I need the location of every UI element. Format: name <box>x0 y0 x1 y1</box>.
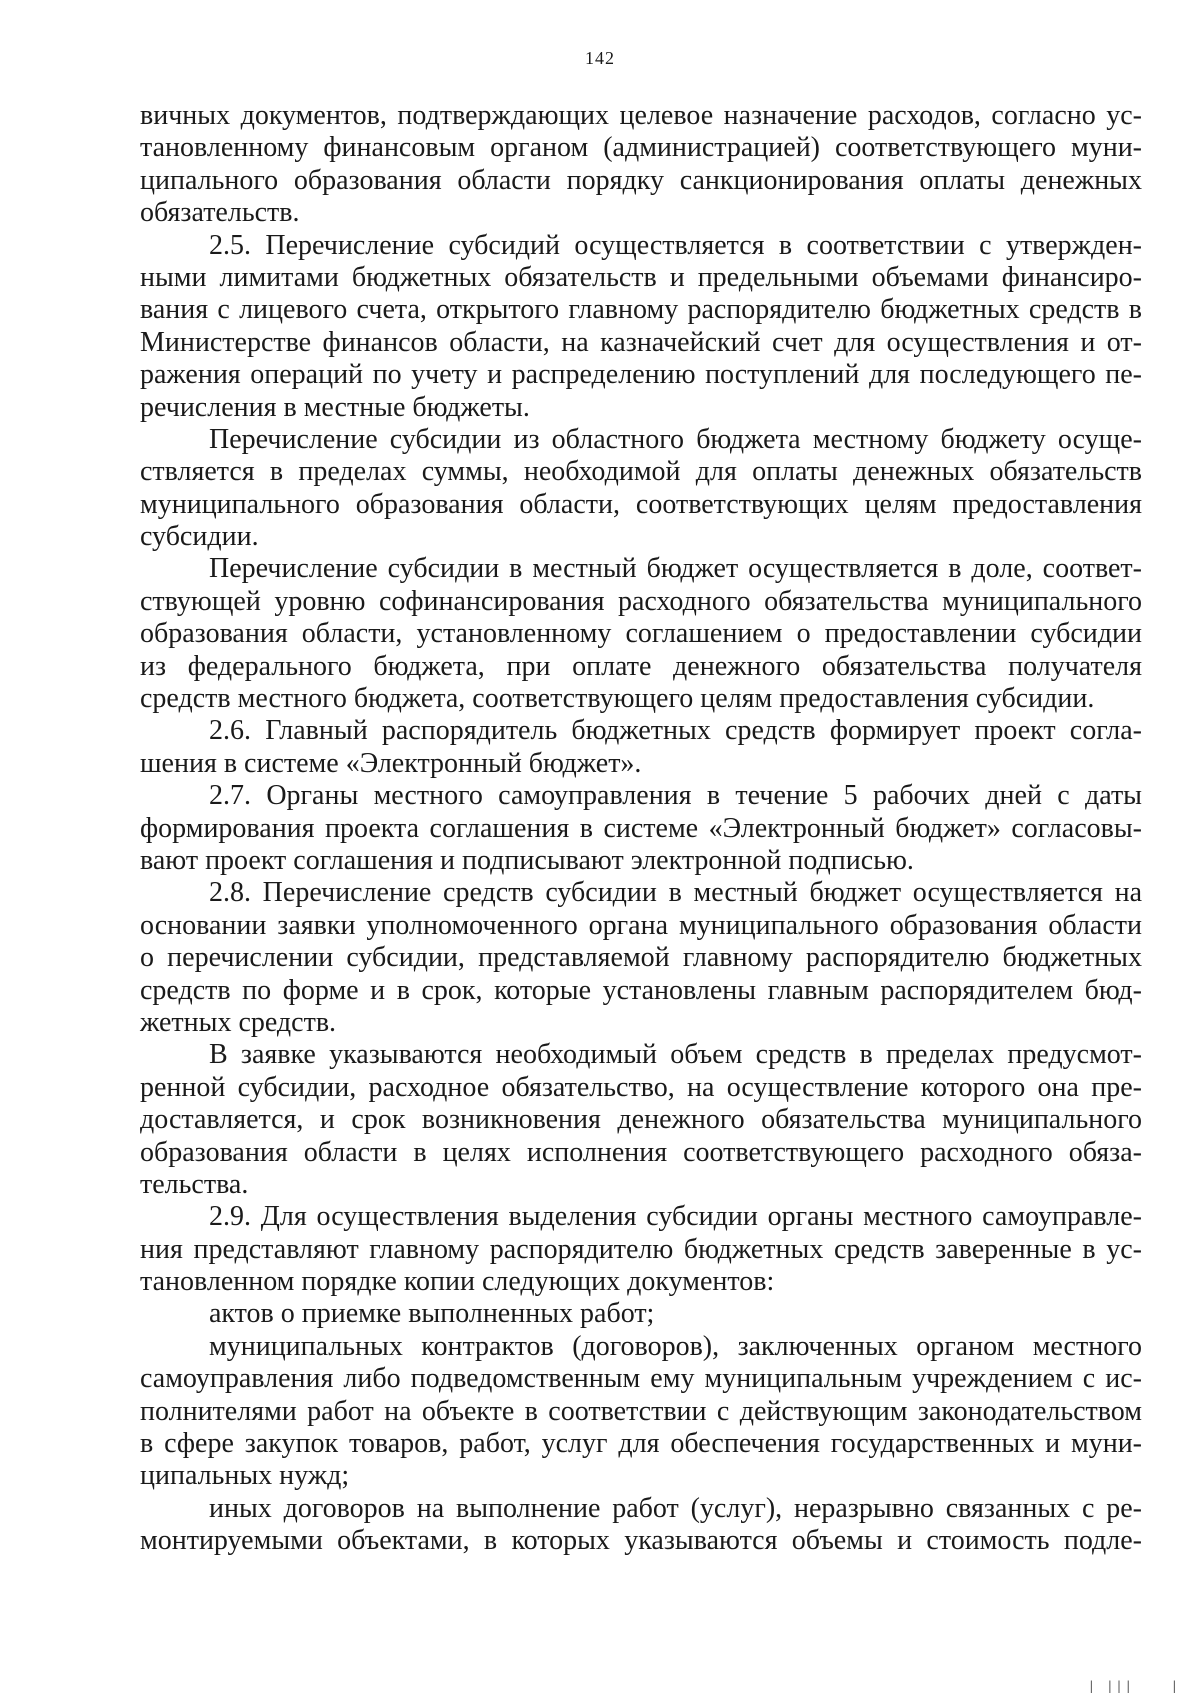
text-line: средств по форме и в срок, которые установлены главным распорядителем бюд- <box>140 974 1142 1006</box>
text-line: ствляется в пределах суммы, необходимой для оплаты денежных обязательств <box>140 456 1142 488</box>
text-line: основании заявки уполномоченного органа муниципального образования области <box>140 909 1142 941</box>
text-line: 2.6. Главный распорядитель бюджетных средств формирует проект согла- <box>209 715 1142 747</box>
text-line: Перечисление субсидии в местный бюджет осуществляется в доле, соответ- <box>209 553 1142 585</box>
text-line: В заявке указываются необходимый объем средств в пределах предусмот- <box>209 1039 1142 1071</box>
text-line: в сфере закупок товаров, работ, услуг для обеспечения государственных и муни- <box>140 1428 1142 1460</box>
text-line: субсидии. <box>140 521 259 553</box>
text-line: актов о приемке выполненных работ; <box>209 1298 655 1330</box>
text-line: вичных документов, подтверждающих целевое назначение расходов, согласно ус- <box>140 100 1142 131</box>
text-line: монтируемыми объектами, в которых указываются объемы и стоимость подле- <box>140 1525 1142 1557</box>
text-line: тановленном порядке копии следующих документов: <box>140 1266 775 1298</box>
text-line: о перечислении субсидии, представляемой главному распорядителю бюджетных <box>140 942 1142 974</box>
text-line: ренной субсидии, расходное обязательство, на осуществление которого она пре- <box>140 1071 1142 1103</box>
text-line: 2.8. Перечисление средств субсидии в местный бюджет осуществляется на <box>209 877 1142 909</box>
text-line: вают проект соглашения и подписывают электронной подписью. <box>140 844 914 876</box>
text-line: средств местного бюджета, соответствующего целям предоставления субсидии. <box>140 683 1095 715</box>
text-line: Министерстве финансов области, на казначейский счет для осуществления и от- <box>140 326 1142 358</box>
text-line: 2.7. Органы местного самоуправления в течение 5 рабочих дней с даты <box>209 780 1142 812</box>
text-line: Перечисление субсидии из областного бюджета местному бюджету осуще- <box>209 423 1142 455</box>
text-line: доставляется, и срок возникновения денежного обязательства муниципального <box>140 1104 1142 1136</box>
text-line: образования области, установленному соглашением о предоставлении субсидии <box>140 618 1142 650</box>
text-line: вания с лицевого счета, открытого главному распорядителю бюджетных средств в <box>140 294 1142 326</box>
text-line: 2.5. Перечисление субсидий осуществляется в соответствии с утвержден- <box>209 229 1142 261</box>
page-number: 142 <box>585 48 615 68</box>
text-line: формирования проекта соглашения в системе «Электронный бюджет» согласовы- <box>140 812 1142 844</box>
scan-marks: | ||| | <box>1087 1679 1180 1693</box>
text-line: обязательств. <box>140 197 300 229</box>
text-line: шения в системе «Электронный бюджет». <box>140 747 642 779</box>
document-body <box>140 100 1142 1558</box>
text-line: муниципальных контрактов (договоров), заключенных органом местного <box>209 1330 1142 1362</box>
text-line: тановленному финансовым органом (администрацией) соответствующего муни- <box>140 132 1142 164</box>
text-line: тельства. <box>140 1168 249 1200</box>
text-line: 2.9. Для осуществления выделения субсидии органы местного самоуправле- <box>209 1201 1142 1233</box>
text-line: иных договоров на выполнение работ (услуг), неразрывно связанных с ре- <box>209 1492 1142 1524</box>
text-line: ными лимитами бюджетных обязательств и предельными объемами финансиро- <box>140 261 1142 293</box>
text-line: муниципального образования области, соответствующих целям предоставления <box>140 488 1142 520</box>
text-line: образования области в целях исполнения соответствующего расходного обяза- <box>140 1136 1142 1168</box>
text-line: ципальных нужд; <box>140 1460 350 1492</box>
text-line: ния представляют главному распорядителю бюджетных средств заверенные в ус- <box>140 1233 1142 1265</box>
text-line: ствующей уровню софинансирования расходного обязательства муниципального <box>140 585 1142 617</box>
text-line: из федерального бюджета, при оплате денежного обязательства получателя <box>140 650 1142 682</box>
text-line: самоуправления либо подведомственным ему муниципальным учреждением с ис- <box>140 1363 1142 1395</box>
text-line: жетных средств. <box>140 1006 337 1038</box>
text-line: ражения операций по учету и распределению поступлений для последующего пе- <box>140 359 1142 391</box>
text-line: речисления в местные бюджеты. <box>140 391 530 423</box>
text-line: ципального образования области порядку санкционирования оплаты денежных <box>140 164 1142 196</box>
text-line: полнителями работ на объекте в соответствии с действующим законодательством <box>140 1395 1142 1427</box>
